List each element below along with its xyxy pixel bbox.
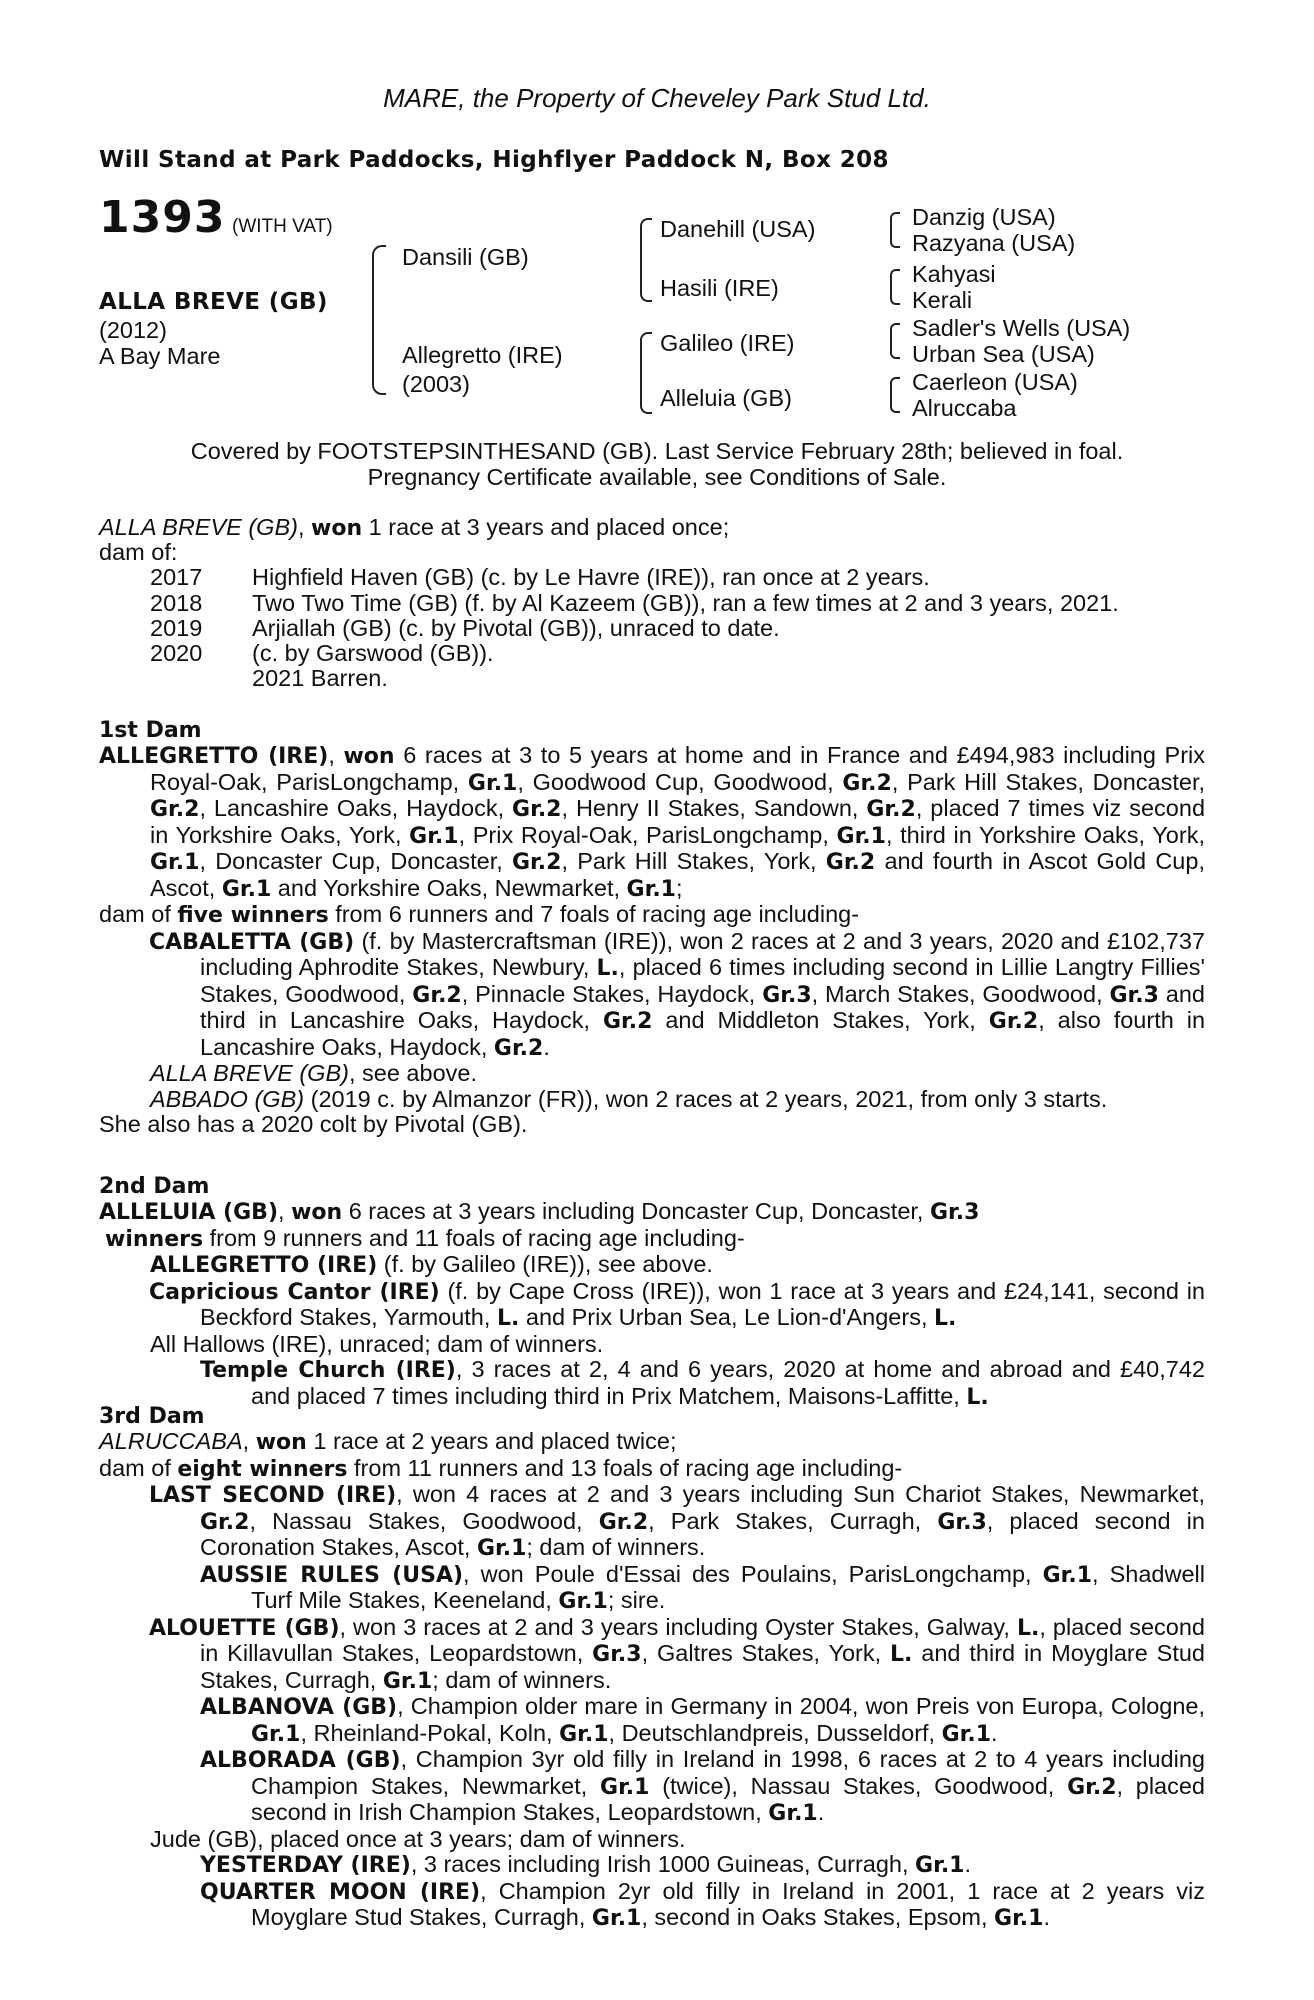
- produce-alla-breve: ALLA BREVE (GB), see above.: [150, 1060, 477, 1086]
- produce-all-hallows: All Hallows (IRE), unraced; dam of winners.: [150, 1330, 604, 1357]
- produce-yesterday: YESTERDAY (IRE), 3 races including Irish 1000 Guineas, Curragh, Gr.1.: [200, 1851, 972, 1878]
- third-dam-text: ALRUCCABA, won 1 race at 2 years and placed twice;: [99, 1428, 677, 1455]
- horse-year: (2012): [99, 317, 167, 343]
- pedigree-dam-year: (2003): [402, 371, 470, 397]
- produce-allegretto: ALLEGRETTO (IRE) (f. by Galileo (IRE)), see above.: [150, 1251, 713, 1278]
- section-heading-2nd-dam: 2nd Dam: [99, 1174, 210, 1199]
- pedigree-dsd: Urban Sea (USA): [912, 341, 1095, 367]
- covered-line-2: Pregnancy Certificate available, see Conditions of Sale.: [367, 464, 947, 490]
- pedigree-dds: Caerleon (USA): [912, 369, 1078, 395]
- pedigree-sire-dam: Hasili (IRE): [660, 275, 779, 301]
- pedigree-dam: Allegretto (IRE): [402, 342, 563, 368]
- horse-description: A Bay Mare: [99, 343, 221, 369]
- produce-colt-note: She also has a 2020 colt by Pivotal (GB).: [99, 1111, 528, 1137]
- produce-alouette: ALOUETTE (GB), won 3 races at 2 and 3 years including Oyster Stakes, Galway, L., placed second in Killavullan Stakes, Leopardstown, Gr.3, Galtres Stakes, York, L. and third in Moyglare Stud Stakes, Curragh, Gr.1; dam of winners.: [149, 1613, 1206, 1694]
- foal-year: 2018: [150, 590, 203, 616]
- foal-text: 2021 Barren.: [252, 665, 388, 691]
- pedigree-ddd: Alruccaba: [912, 395, 1017, 421]
- produce-jude: Jude (GB), placed once at 3 years; dam of winners.: [150, 1825, 686, 1852]
- stand-location: Will Stand at Park Paddocks, Highflyer Paddock N, Box 208: [99, 147, 889, 173]
- section-heading-1st-dam: 1st Dam: [99, 718, 202, 743]
- page-title: MARE, the Property of Cheveley Park Stud Ltd.: [383, 83, 931, 113]
- foal-year: 2019: [150, 615, 203, 641]
- pedigree-dam-dam: Alleluia (GB): [660, 385, 792, 411]
- produce-capricious-cantor: Capricious Cantor (IRE) (f. by Cape Cross (IRE)), won 1 race at 3 years and £24,141, second in Beckford Stakes, Yarmouth, L. and Prix Urban Sea, Le Lion-d'Angers, L.: [149, 1277, 1205, 1331]
- lot-number-block: [99, 192, 333, 243]
- horse-name: ALLA BREVE (GB): [99, 289, 328, 315]
- section-heading-3rd-dam: 3rd Dam: [99, 1404, 205, 1429]
- first-dam-produce: dam of five winners from 6 runners and 7 foals of racing age including-: [99, 901, 860, 928]
- produce-temple-church: Temple Church (IRE), 3 races at 2, 4 and 6 years, 2020 at home and abroad and £40,742 and placed 7 times including third in Prix Matchem, Maisons-Laffitte, L.: [200, 1356, 1205, 1410]
- covered-line-1: Covered by FOOTSTEPSINTHESAND (GB). Last Service February 28th; believed in foal.: [190, 438, 1124, 464]
- pedigree-brace-dam: [640, 332, 652, 414]
- second-dam-block: [99, 1199, 1205, 1410]
- won-label: won: [311, 516, 363, 541]
- pedigree-sss: Danzig (USA): [912, 204, 1056, 230]
- pedigree-brace-dd: [890, 377, 900, 413]
- pedigree-sire-sire: Danehill (USA): [660, 216, 816, 242]
- produce-last-second: LAST SECOND (IRE), won 4 races at 2 and 3 years including Sun Chariot Stakes, Newmarket, Gr.2, Nassau Stakes, Goodwood, Gr.2, Park Stakes, Curragh, Gr.3, placed second in Coronation Stakes, Ascot, Gr.1; dam of winners.: [149, 1481, 1205, 1561]
- foal-text: Arjiallah (GB) (c. by Pivotal (GB)), unraced to date.: [252, 615, 780, 641]
- intro-horse-name: ALLA BREVE (GB): [99, 514, 298, 540]
- pedigree-brace-sd: [890, 269, 900, 305]
- produce-quarter-moon: QUARTER MOON (IRE), Champion 2yr old filly in Ireland in 2001, 1 race at 2 years viz Moyglare Stud Stakes, Curragh, Gr.1, second in Oaks Stakes, Epsom, Gr.1.: [200, 1877, 1205, 1931]
- foal-text: (c. by Garswood (GB)).: [252, 640, 494, 666]
- first-dam-block: [99, 743, 1205, 1138]
- produce-albanova: ALBANOVA (GB), Champion older mare in Germany in 2004, won Preis von Europa, Cologne, Gr.1, Rheinland-Pokal, Koln, Gr.1, Deutschlandpreis, Dusseldorf, Gr.1.: [200, 1693, 1205, 1747]
- pedigree-sdd: Kerali: [912, 287, 973, 313]
- second-dam-text: ALLELUIA (GB), won 6 races at 3 years including Doncaster Cup, Doncaster, Gr.3: [99, 1198, 980, 1225]
- produce-cabaletta: CABALETTA (GB) (f. by Mastercraftsman (IRE)), won 2 races at 2 and 3 years, 2020 and £102,737 including Aphrodite Stakes, Newbury, L., placed 6 times including second in Lillie Langtry Fillies' Stakes, Goodwood, Gr.2, Pinnacle Stakes, Haydock, Gr.3, March Stakes, Goodwood, Gr.3 and third in Lancashire Oaks, Haydock, Gr.2 and Middleton Stakes, York, Gr.2, also fourth in Lancashire Oaks, Haydock, Gr.2.: [149, 927, 1206, 1061]
- second-dam-produce: winners from 9 runners and 11 foals of racing age including-: [105, 1224, 745, 1252]
- pedigree-brace-main: [372, 245, 386, 395]
- pedigree-brace-sire: [640, 218, 652, 302]
- third-dam-produce: dam of eight winners from 11 runners and 13 foals of racing age including-: [99, 1454, 903, 1482]
- pedigree-dam-sire: Galileo (IRE): [660, 330, 795, 356]
- pedigree-brace-ss: [890, 212, 900, 248]
- produce-aussie-rules: AUSSIE RULES (USA), won Poule d'Essai des Poulains, ParisLongchamp, Gr.1, Shadwell Turf Mile Stakes, Keeneland, Gr.1; sire.: [200, 1560, 1205, 1614]
- pedigree-ssd: Razyana (USA): [912, 230, 1076, 256]
- foal-text: Two Two Time (GB) (f. by Al Kazeem (GB)), ran a few times at 2 and 3 years, 2021.: [252, 590, 1119, 616]
- foal-year: 2020: [150, 640, 203, 666]
- intro-rest: 1 race at 3 years and placed once;: [362, 514, 730, 540]
- pedigree-dss: Sadler's Wells (USA): [912, 315, 1131, 341]
- third-dam-block: [99, 1429, 1205, 1932]
- produce-alborada: ALBORADA (GB), Champion 3yr old filly in Ireland in 1998, 6 races at 2 to 4 years including Champion Stakes, Newmarket, Gr.1 (twice), Nassau Stakes, Goodwood, Gr.2, placed second in Irish Champion Stakes, Leopardstown, Gr.1.: [200, 1746, 1206, 1826]
- pedigree-sds: Kahyasi: [912, 261, 996, 287]
- lot-number: 1393: [99, 192, 226, 243]
- foal-text: Highfield Haven (GB) (c. by Le Havre (IRE)), ran once at 2 years.: [252, 564, 930, 590]
- pedigree-sire: Dansili (GB): [402, 244, 529, 270]
- foal-year: 2017: [150, 564, 203, 590]
- dam-of-label: dam of:: [99, 539, 178, 565]
- intro-line: ALLA BREVE (GB), won 1 race at 3 years and placed once;: [99, 514, 730, 541]
- first-dam-text: ALLEGRETTO (IRE), won 6 races at 3 to 5 years at home and in France and £494,983 including Prix Royal-Oak, ParisLongchamp, Gr.1, Goodwood Cup, Goodwood, Gr.2, Park Hill Stakes, Doncaster, Gr.2, Lancashire Oaks, Haydock, Gr.2, Henry II Stakes, Sandown, Gr.2, placed 7 times viz second in Yorkshire Oaks, York, Gr.1, Prix Royal-Oak, ParisLongchamp, Gr.1, third in Yorkshire Oaks, York, Gr.1, Doncaster Cup, Doncaster, Gr.2, Park Hill Stakes, York, Gr.2 and fourth in Ascot Gold Cup, Ascot, Gr.1 and Yorkshire Oaks, Newmarket, Gr.1;: [99, 742, 1206, 902]
- pedigree-brace-ds: [890, 323, 900, 359]
- produce-abbado: ABBADO (GB) (2019 c. by Almanzor (FR)), won 2 races at 2 years, 2021, from only 3 starts.: [150, 1085, 1108, 1112]
- vat-note: (WITH VAT): [232, 216, 333, 237]
